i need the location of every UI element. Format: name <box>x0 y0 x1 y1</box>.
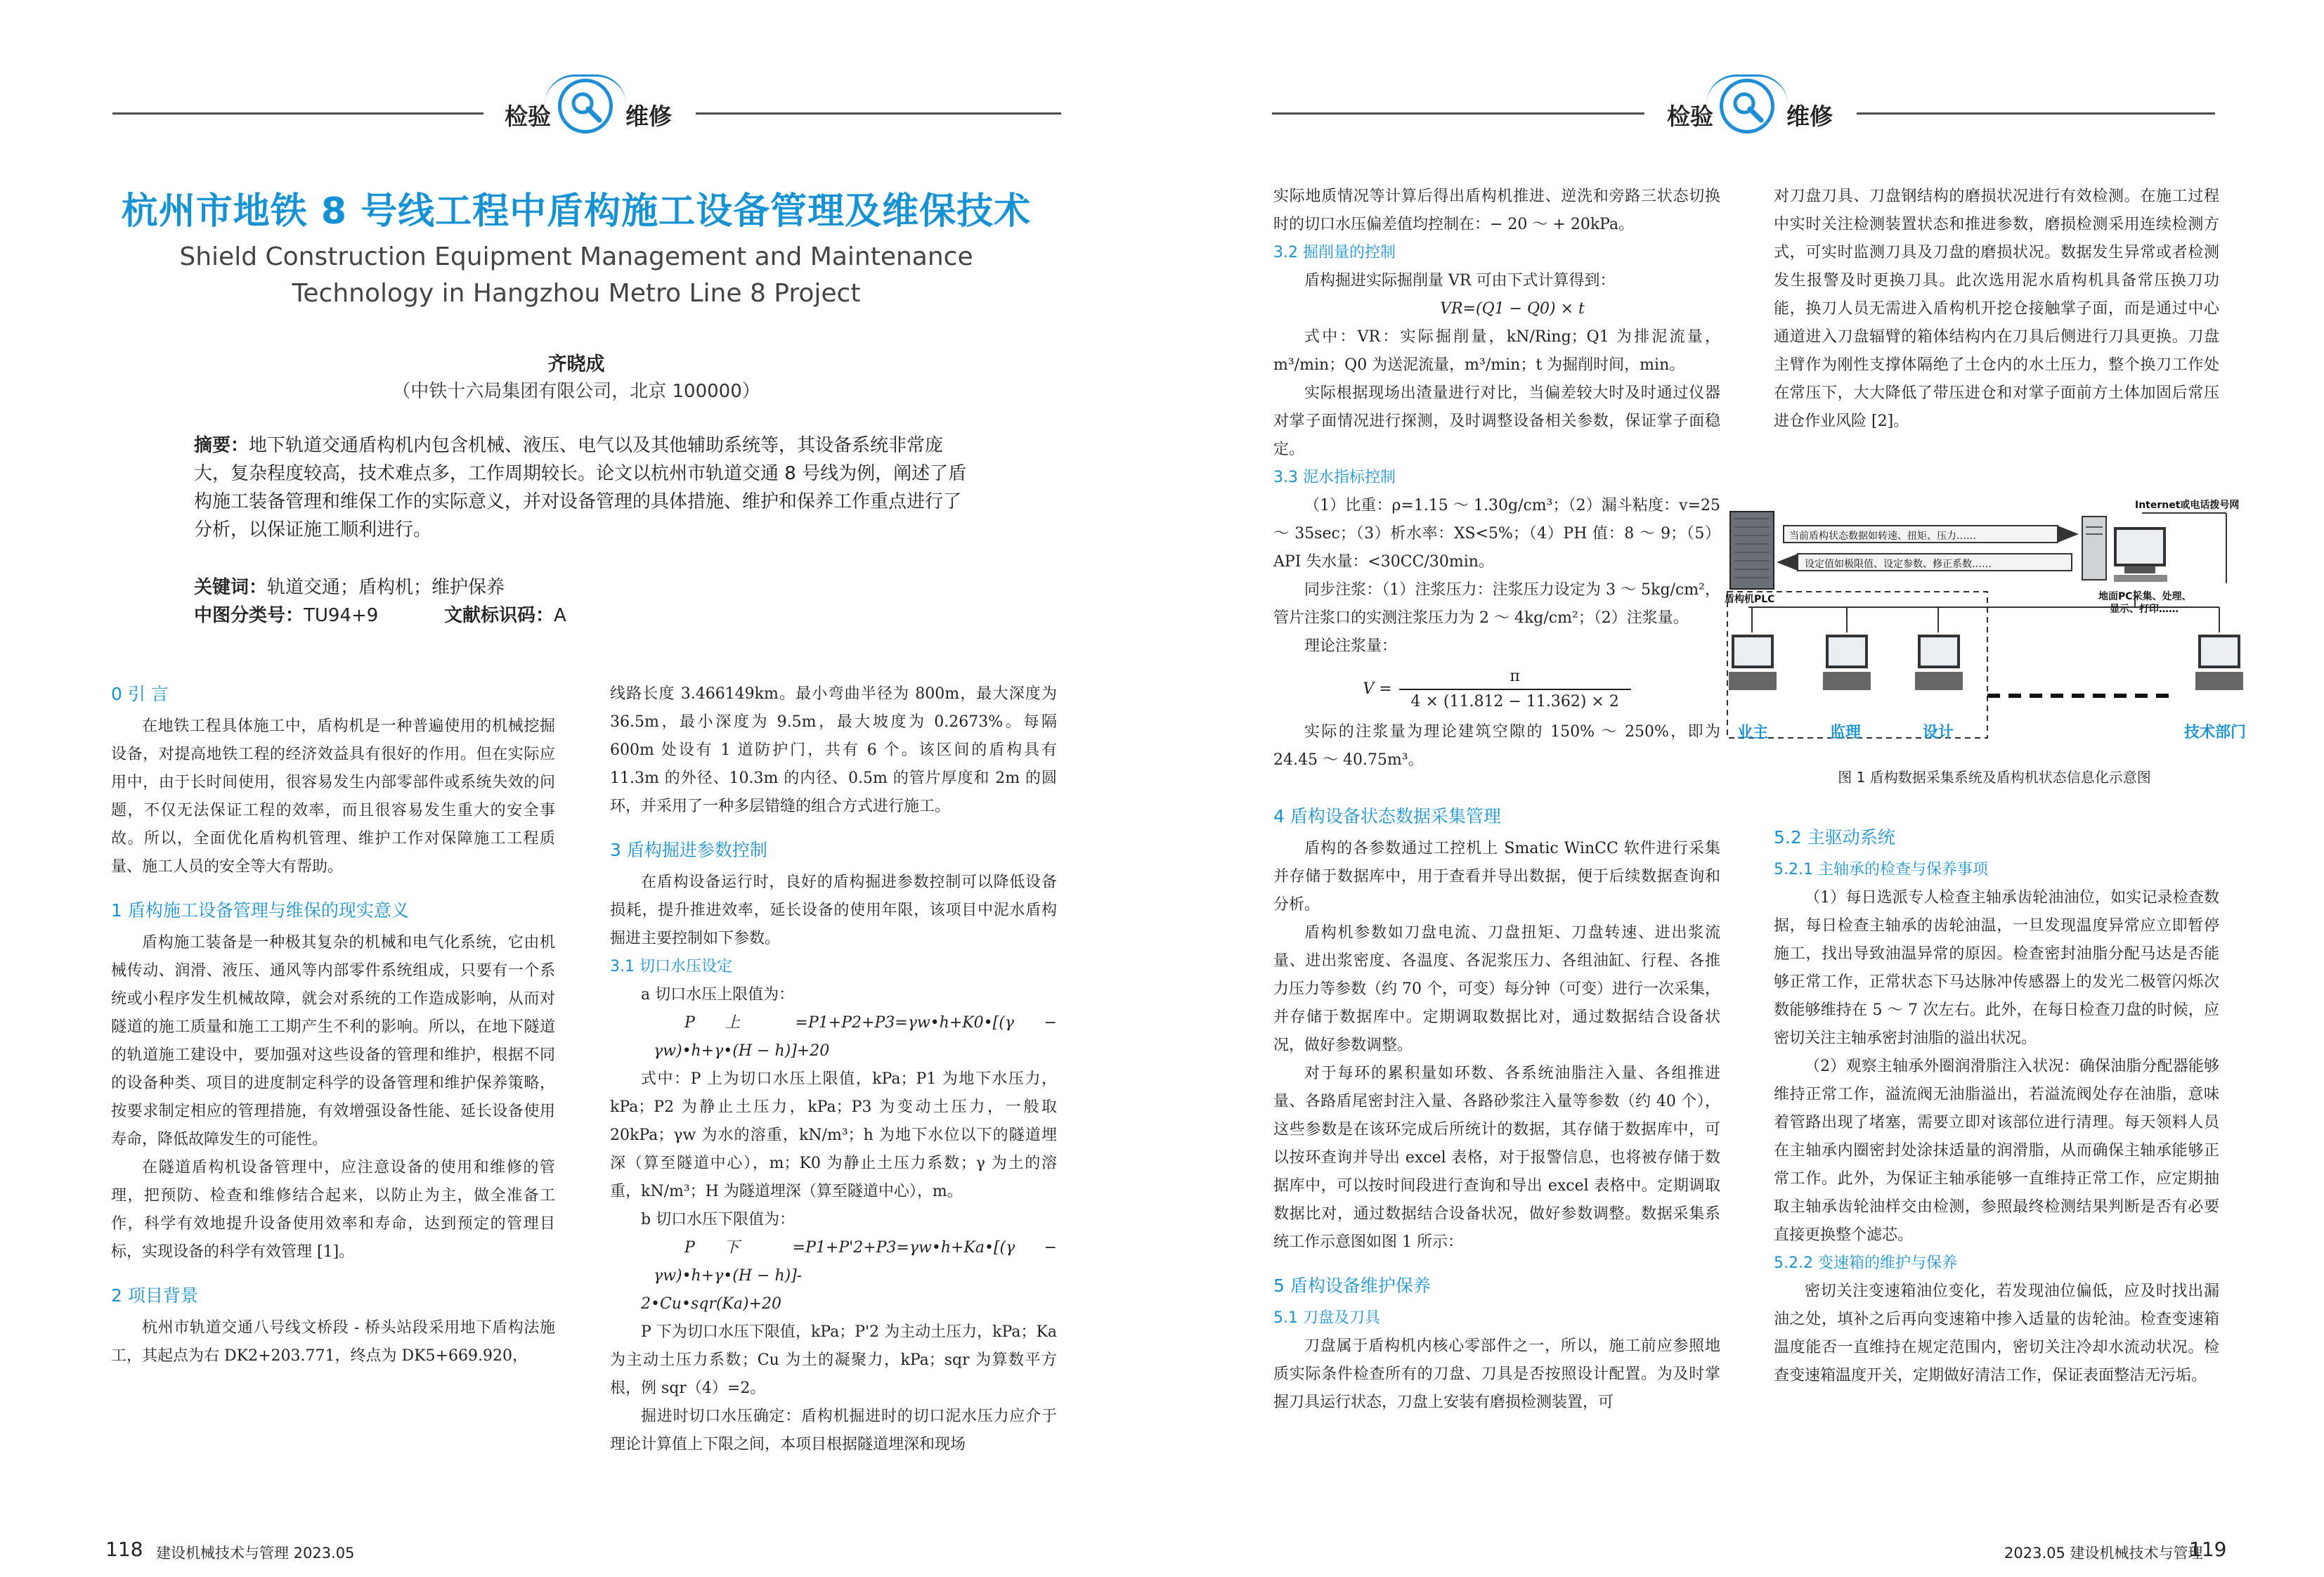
arrow-label-status-data: 当前盾构状态数据如转速、扭矩、压力…… <box>1789 531 1976 542</box>
paragraph: 式中：VR：实际掘削量，kN/Ring；Q1 为排泥流量，m³/min；Q0 为送泥流量，m³/min；t 为掘削时间，min。 <box>1273 328 1720 374</box>
paragraph: 盾构的各参数通过工控机上 Smatic WinCC 软件进行采集并存储于数据库中，用于查看并导出数据，便于后续数据查询和分析。 <box>1273 840 1720 914</box>
abstract <box>194 431 974 544</box>
abstract-label: 摘要： <box>194 435 249 456</box>
paragraph: 实际根据现场出渣量进行对比，当偏差较大时及时通过仪器对掌子面情况进行探测，及时调整设备相关参数，保证掌子面稳定。 <box>1273 384 1720 458</box>
column-2 <box>610 680 1057 1459</box>
section-heading-1: 1 盾构施工设备管理与维保的现实意义 <box>111 900 409 921</box>
paragraph: 密切关注变速箱油位变化，若发现油位偏低，应及时找出漏油之处，填补之后再向变速箱中掺入适量的齿轮油。检查变速箱温度能否一直维持在规定范围内，密切关注冷却水流动状况。检查变速箱温度开关，定期做好清洁工作，保证表面整洁无污垢。 <box>1774 1283 2219 1384</box>
paragraph: 盾构施工装备是一种极其复杂的机械和电气化系统，它由机械传动、润滑、液压、通风等内部零件系统组成，只要有一个系统或小程序发生机械故障，就会对系统的工作造成影响，从而对隧道的施工质量和施工工期产生不利的影响。所以，在地下隧道的轨道施工建设中，要加强对这些设备的管理和维护，根据不同的设备种类、项目的进度制定科学的设备管理和维护保养策略，按要求制定相应的管理措施，有效增强设备性能、延长设备使用寿命，降低故障发生的可能性。 <box>111 934 555 1148</box>
abstract-text: 地下轨道交通盾构机内包含机械、液压、电气以及其他辅助系统等，其设备系统非常庞大，复杂程度较高，技术难点多，工作周期较长。论文以杭州市轨道交通 8 号线为例，阐述了盾构施工装备管理和维保工作的实际意义，并对设备管理的具体措施、维护和保养工作重点进行了分析，以保证施工顺利进行。 <box>194 435 967 540</box>
paragraph: （1）比重：ρ=1.15 ～ 1.30g/cm³；（2）漏斗粘度：v=25 ～ 35sec；（3）析水率：XS<5%；（4）PH 值：8 ～ 9；（5）API 失水量：<30CC/30min。 <box>1273 497 1720 571</box>
subsection-heading-5-2-2: 5.2.2 变速箱的维护与保养 <box>1774 1254 1957 1272</box>
article-title-en: Shield Construction Equipment Management and Maintenance Technology in Hangzhou Metro Line 8 Project <box>179 242 973 308</box>
paragraph: 对刀盘刀具、刀盘钢结构的磨损状况进行有效检测。在施工过程中实时关注检测装置状态和推进参数，磨损检测采用连续检测方式，可实时监测刀具及刀盘的磨损状况。数据发生异常或者检测发生报警及时更换刀具。此次选用泥水盾构机具备常压换刀功能，换刀人员无需进入盾构机开挖仓接触掌子面，而是通过中心通道进入刀盘辐臂的箱体结构内在刀具后侧进行刀具更换。刀盘主臂作为刚性支撑体隔绝了土仓内的水土压力，整个换刀工作处在常压下，大大降低了带压进仓和对掌子面前方土体加固后常压进仓作业风险 [2]。 <box>1774 188 2219 430</box>
header-label-maintenance: 维修 <box>625 103 672 130</box>
header-rule-right-a <box>1272 112 1644 115</box>
paragraph: P 下为切口水压下限值，kPa；P'2 为主动土压力，kPa；Ka 为主动土压力系数；Cu 为土的凝聚力，kPa；sqr 为算数平方根，例 sqr（4）=2。 <box>610 1323 1057 1397</box>
node-owner: 业主 <box>1737 724 1769 741</box>
doc-code-label: 文献标识码： <box>444 605 554 626</box>
ground-pc-label-line2: 显示、打印…… <box>2110 604 2179 615</box>
formula-vr: VR=(Q1 − Q0) × t <box>1440 300 1585 318</box>
paragraph: 盾构掘进实际掘削量 VR 可由下式计算得到： <box>1304 272 1616 290</box>
paragraph: 式中：P 上为切口水压上限值，kPa；P1 为地下水压力，kPa；P2 为静止土压力，kPa；P3 为变动土压力，一般取 20kPa；γw 为水的溶重，kN/m³；h 为地下水位以下的隧道埋深（算至隧道中心），m；K0 为静止土压力系数；γ 为土的溶重，kN/m³；H 为隧道埋深（算至隧道中心），m。 <box>610 1070 1057 1200</box>
fraction-denominator: 4 × (11.812 − 11.362) × 2 <box>1410 693 1619 710</box>
subsection-heading-5-1: 5.1 刀盘及刀具 <box>1273 1309 1380 1327</box>
ground-pc-label-line1: 地面PC采集、处理、 <box>2098 591 2192 602</box>
figure-1-diagram <box>1720 485 2268 752</box>
section-heading-4: 4 盾构设备状态数据采集管理 <box>1273 806 1501 826</box>
doc-code <box>444 601 566 627</box>
node-tech-dept: 技术部门 <box>2184 724 2247 741</box>
formula-lower-limit-a: P 下 =P1+P'2+P3=γw•h+Ka•[(γ − γw)•h+γ•(H − h)]- <box>654 1239 1057 1285</box>
section-heading-3: 3 盾构掘进参数控制 <box>610 840 767 860</box>
column-4-bottom <box>1774 824 2219 1390</box>
header-rule-left-a <box>112 112 483 115</box>
paragraph: （1）每日选派专人检查主轴承齿轮油油位，如实记录检查数据，每日检查主轴承的齿轮油温，一旦发现温度异常应立即暂停施工，找出导致油温异常的原因。检查密封油脂分配马达是否能够正常工作，正常状态下马达脉冲传感器上的发光二极管闪烁次数能够维持在 5 ～ 7 次左右。此外，在每日检查刀盘的时候，应密切关注主轴承密封油脂的溢出状况。 <box>1774 889 2219 1047</box>
paragraph: 在盾构设备运行时，良好的盾构掘进参数控制可以降低设备损耗，提升推进效率，延长设备的使用年限，该项目中泥水盾构掘进主要控制如下参数。 <box>610 874 1057 947</box>
doc-code-value: A <box>554 605 566 626</box>
column-4-top <box>1774 183 2219 436</box>
section-heading-2: 2 项目背景 <box>111 1285 198 1306</box>
subsection-heading-3-1: 3.1 切口水压设定 <box>610 958 732 975</box>
paragraph: 刀盘属于盾构机内核心零部件之一，所以，施工前应参照地质实际条件检查所有的刀盘、刀具是否按照设计配置。为及时掌握刀具运行状态，刀盘上安装有磨损检测装置，可 <box>1273 1337 1720 1411</box>
node-supervisor: 监理 <box>1830 724 1862 741</box>
subsection-heading-3-2: 3.2 掘削量的控制 <box>1273 244 1396 261</box>
article-affiliation: （中铁十六局集团有限公司，北京 100000） <box>392 381 760 402</box>
clc-label: 中图分类号： <box>194 605 304 626</box>
figure-1-caption: 图 1 盾构数据采集系统及盾构机状态信息化示意图 <box>1838 769 2151 786</box>
paragraph: a 切口水压上限值为： <box>641 986 795 1004</box>
subsection-heading-3-3: 3.3 泥水指标控制 <box>1273 469 1396 486</box>
formula-grout-volume <box>1273 665 1720 714</box>
paragraph: 理论注浆量： <box>1304 637 1398 655</box>
node-design: 设计 <box>1923 724 1954 741</box>
article-title-cn: 杭州市地铁 8 号线工程中盾构施工设备管理及维保技术 <box>121 190 1032 233</box>
journal-footer-left: 建设机械技术与管理 2023.05 <box>156 1545 355 1562</box>
header-label-maintenance-right: 维修 <box>1786 103 1833 130</box>
plc-label: 盾构机PLC <box>1725 594 1775 605</box>
paragraph: 线路长度 3.466149km。最小弯曲半径为 800m，最大深度为 36.5m，最小深度为 9.5m，最大坡度为 0.2673%。每隔 600m 处设有 1 道防护门，共有 6 个。该区间的盾构具有 11.3m 的外径、10.3m 的内径、0.5m 的管片厚度和 2m 的圆环，并采用了一种多层错缝的组合方式进行施工。 <box>610 685 1057 815</box>
journal-footer-right: 2023.05 建设机械技术与管理 <box>2004 1545 2203 1562</box>
formula-lower-limit-b: 2•Cu•sqr(Ka)+20 <box>641 1295 781 1313</box>
paragraph: 在地铁工程具体施工中，盾构机是一种普遍使用的机械挖掘设备，对提高地铁工程的经济效益具有很好的作用。但在实际应用中，由于长时间使用，很容易发生内部零部件或系统失效的问题，不仅无法保证工程的效率，而且很容易发生重大的安全事故。所以，全面优化盾构机管理、维护工作对保障施工工程质量、施工人员的安全等大有帮助。 <box>111 718 555 876</box>
article-author: 齐晓成 <box>547 353 605 375</box>
paragraph: 杭州市轨道交通八号线文桥段 - 桥头站段采用地下盾构法施工，其起点为右 DK2+203.771，终点为 DK5+669.920， <box>111 1319 555 1365</box>
subsection-heading-5-2-1: 5.2.1 主轴承的检查与保养事项 <box>1774 861 1988 878</box>
header-rule-left-b <box>696 112 1061 115</box>
wrench-gear-icon <box>558 79 613 134</box>
paragraph: 实际的注浆量为理论建筑空隙的 150% ～ 250%，即为 24.45 ～ 40.75m³。 <box>1273 723 1720 769</box>
fraction-numerator: π <box>1510 668 1520 685</box>
wrench-gear-icon-right <box>1720 79 1774 134</box>
paragraph: 掘进时切口水压确定：盾构机掘进时的切口泥水压力应介于理论计算值上下限之间，本项目根据隧道埋深和现场 <box>610 1408 1057 1453</box>
formula-upper-limit: P 上 =P1+P2+P3=γw•h+K0•[(γ − γw)•h+γ•(H − h)]+20 <box>654 1014 1057 1060</box>
section-heading-5-2: 5.2 主驱动系统 <box>1774 827 1895 848</box>
paragraph: 对于每环的累积量如环数、各系统油脂注入量、各组推进量、各路盾尾密封注入量、各路砂浆注入量等参数（约 40 个），这些参数是在该环完成后所统计的数据，其存储于数据库中，可以按环查询并导出 excel 表格，对于报警信息，也将被存储于数据库中，可以按时间段进行查询和导出 excel 表格中。定期调取数据比对，通过数据结合设备状况，做好参数调整。数据采集系统工作示意图如图 1 所示： <box>1273 1065 1720 1251</box>
header-rule-right-b <box>1857 112 2215 115</box>
fraction <box>1399 665 1631 714</box>
page-number-left: 118 <box>105 1538 143 1561</box>
paragraph: 在隧道盾构机设备管理中，应注意设备的使用和维修的管理，把预防、检查和维修结合起来，以防止为主，做全准备工作，科学有效地提升设备使用效率和寿命，达到预定的管理目标，实现设备的科学有效管理 [1]。 <box>111 1159 555 1261</box>
paragraph: 实际地质情况等计算后得出盾构机推进、逆洗和旁路三状态切换时的切口水压偏差值均控制在：− 20 ～ + 20kPa。 <box>1273 188 1720 233</box>
formula-lhs: V = <box>1363 680 1392 698</box>
section-heading-5: 5 盾构设备维护保养 <box>1273 1276 1431 1296</box>
keywords <box>194 573 505 599</box>
page-number-right: 119 <box>2189 1538 2227 1561</box>
column-3 <box>1273 183 1720 1417</box>
header-label-inspection: 检验 <box>505 103 551 130</box>
section-heading-0: 0 引 言 <box>111 684 169 704</box>
clc-value: TU94+9 <box>304 605 379 626</box>
paragraph: b 切口水压下限值为： <box>641 1211 796 1228</box>
internet-label: Internet或电话拨号网 <box>2135 500 2240 511</box>
column-1 <box>111 680 555 1370</box>
keywords-label: 关键词： <box>194 577 268 598</box>
paragraph: 同步注浆：（1）注浆压力：注浆压力设定为 3 ～ 5kg/cm²，管片注浆口的实测注浆压力为 2 ～ 4kg/cm²；（2）注浆量。 <box>1273 581 1720 627</box>
keywords-text: 轨道交通；盾构机；维护保养 <box>267 577 505 598</box>
paragraph: （2）观察主轴承外圈润滑脂注入状况：确保油脂分配器能够维持正常工作，溢流阀无油脂溢出，若溢流阀处存在油脂，意味着管路出现了堵塞，需要立即对该部位进行清理。每天领料人员在主轴承内圈密封处涂抹适量的润滑脂，从而确保主轴承能够正常工作。此外，为保证主轴承能够一直维持正常工作，应定期抽取主轴承齿轮油样交由检测，参照最终检测结果判断是否有必要直接更换整个滤芯。 <box>1774 1058 2219 1244</box>
paragraph: 盾构机参数如刀盘电流、刀盘扭矩、刀盘转速、进出浆流量、进出浆密度、各温度、各泥浆压力、各组油缸、行程、各推力压力等参数（约 70 个，可变）每分钟（可变）进行一次采集，并存储于数据库中。定期调取数据比对，通过数据结合设备状况，做好参数调整。 <box>1273 924 1720 1054</box>
arrow-label-setpoints: 设定值如极限值、设定参数、修正系数…… <box>1805 559 1992 570</box>
clc-number <box>194 601 378 627</box>
header-label-inspection-right: 检验 <box>1667 103 1713 130</box>
